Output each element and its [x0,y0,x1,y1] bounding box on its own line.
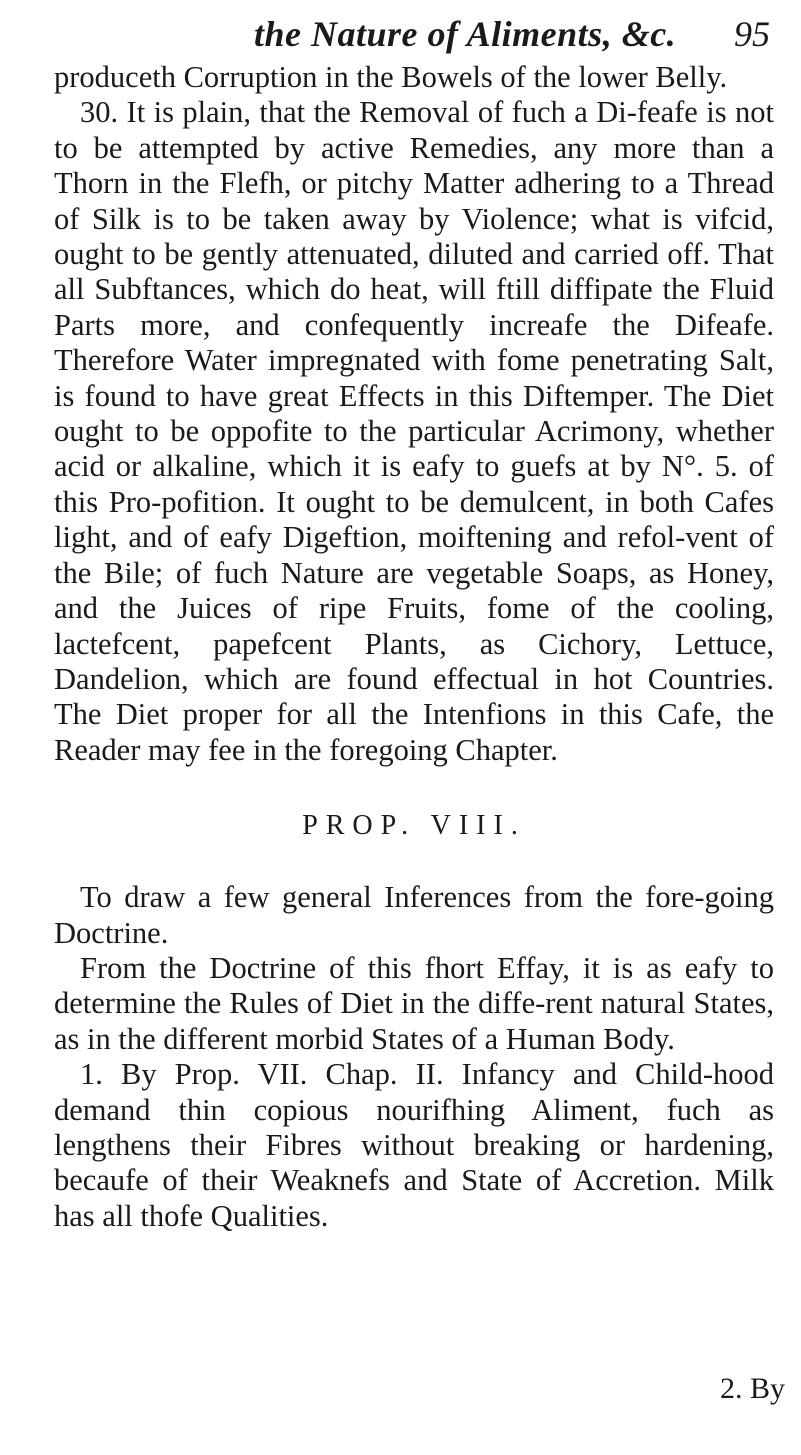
proposition-heading: PROP. VIII. [302,810,526,842]
page-number: 95 [734,14,770,54]
running-title: the Nature of Aliments, &c. [254,14,677,54]
book-page [54,10,774,1234]
item-1-paragraph: 1. By Prop. VII. Chap. II. Infancy and Child-hood demand thin copious nourifhing Aliment, fuch as lengthens their Fibres without breaking or hardening, becaufe of their Weaknefs and State of Accretion. Milk has all thofe Qualities. [54,1057,774,1233]
intro-paragraph: From the Doctrine of this fhort Effay, it is as eafy to determine the Rules of Diet in the diffe-rent natural States, as in the different morbid States of a Human Body. [54,950,774,1056]
continuation-paragraph: produceth Corruption in the Bowels of the lower Belly. [54,60,728,94]
page-header [54,10,774,60]
body-text [54,60,774,1234]
proposition-statement: To draw a few general Inferences from the fore-going Doctrine. [54,880,774,950]
catchword: 2. By [719,1372,785,1405]
paragraph-30: 30. It is plain, that the Removal of fuch a Di-feafe is not to be attempted by active Remedies, any more than a Thorn in the Flefh, or pitchy Matter adhering to a Thread of Silk is to be taken away by Violence; what is vifcid, ought to be gently attenuated, diluted and carried off. That all Subftances, which do heat, will ftill diffipate the Fluid Parts more, and confequently increafe the Difeafe. Therefore Water impregnated with fome penetrating Salt, is found to have great Effects in this Diftemper. The Diet ought to be oppofite to the particular Acrimony, whether acid or alkaline, which it is eafy to guefs at by N°. 5. of this Pro-pofition. It ought to be demulcent, in both Cafes light, and of eafy Digeftion, moiftening and refol-vent of the Bile; of fuch Nature are vegetable Soaps, as Honey, and the Juices of ripe Fruits, fome of the cooling, lactefcent, papefcent Plants, as Cichory, Lettuce, Dandelion, which are found effectual in hot Countries. The Diet proper for all the Intenfions in this Cafe, the Reader may fee in the foregoing Chapter. [54,95,774,767]
